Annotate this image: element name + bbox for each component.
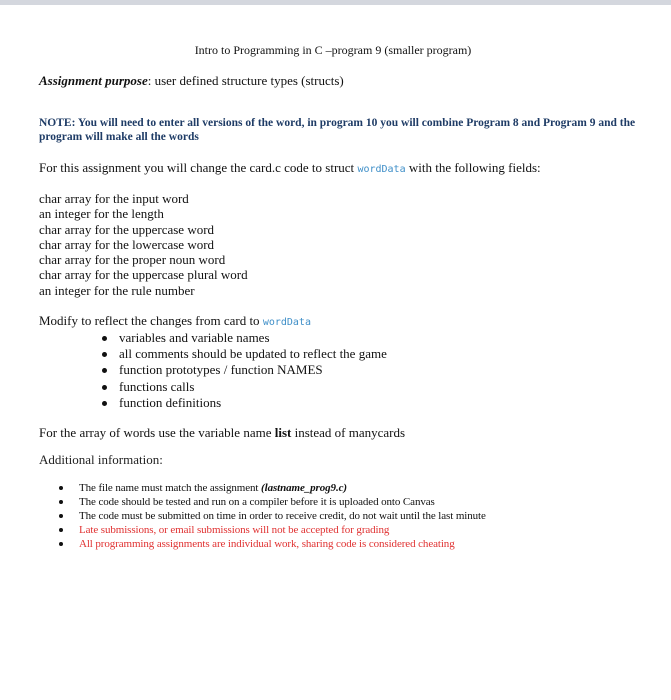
modify-item: function prototypes / function NAMES	[101, 362, 387, 378]
info-item-file-name	[57, 481, 486, 495]
field-item: an integer for the rule number	[39, 282, 195, 298]
top-border-bar	[0, 0, 671, 5]
purpose-label: Assignment purpose	[39, 73, 148, 88]
field-item: char array for the uppercase word	[39, 221, 215, 237]
modify-item: variables and variable names	[101, 330, 387, 346]
modify-item: function definitions	[101, 395, 387, 411]
array-variable-name: list	[274, 425, 292, 440]
intro-text-before: For this assignment you will change the card.c code to struct	[39, 160, 358, 175]
intro-text-after: with the following fields:	[405, 160, 541, 175]
info-item-tested: The code should be tested and run on a compiler before it is uploaded onto Canvas	[57, 495, 486, 509]
modify-code: wordData	[262, 317, 311, 328]
modify-item: functions calls	[101, 379, 387, 395]
array-text-after: instead of manycards	[291, 425, 406, 440]
info-item-late-warning: Late submissions, or email submissions will not be accepted for grading	[57, 523, 486, 537]
note-paragraph: NOTE: You will need to enter all versions of the word, in program 10 you will combine Program 8 and Program 9 and the program will make all the words	[39, 117, 636, 143]
struct-fields-list	[39, 191, 248, 298]
field-item: char array for the proper noun word	[39, 252, 226, 268]
purpose-text: : user defined structure types (structs)	[147, 73, 344, 88]
array-text-before: For the array of words use the variable name	[39, 425, 275, 440]
assignment-purpose	[39, 73, 344, 89]
file-name-value: (lastname_prog9.c)	[261, 482, 347, 494]
array-name-paragraph	[39, 425, 405, 441]
modify-bullet-list	[101, 330, 387, 411]
file-name-text: The file name must match the assignment	[79, 482, 262, 494]
field-item: char array for the uppercase plural word	[39, 267, 248, 283]
additional-info-list	[57, 481, 486, 551]
modify-paragraph	[39, 313, 311, 329]
struct-name-code: wordData	[357, 164, 406, 175]
page-title: Intro to Programming in C –program 9 (smaller program)	[194, 43, 472, 57]
intro-paragraph	[39, 160, 541, 176]
modify-item: all comments should be updated to reflect the game	[101, 346, 387, 362]
field-item: an integer for the length	[39, 206, 164, 222]
field-item: char array for the input word	[39, 191, 189, 206]
info-item-on-time: The code must be submitted on time in order to receive credit, do not wait until the last minute	[57, 509, 486, 523]
modify-text: Modify to reflect the changes from card to	[39, 313, 263, 328]
additional-info-heading: Additional information:	[39, 452, 163, 467]
field-item: char array for the lowercase word	[39, 236, 215, 252]
info-item-individual-warning: All programming assignments are individual work, sharing code is considered cheating	[57, 537, 486, 551]
